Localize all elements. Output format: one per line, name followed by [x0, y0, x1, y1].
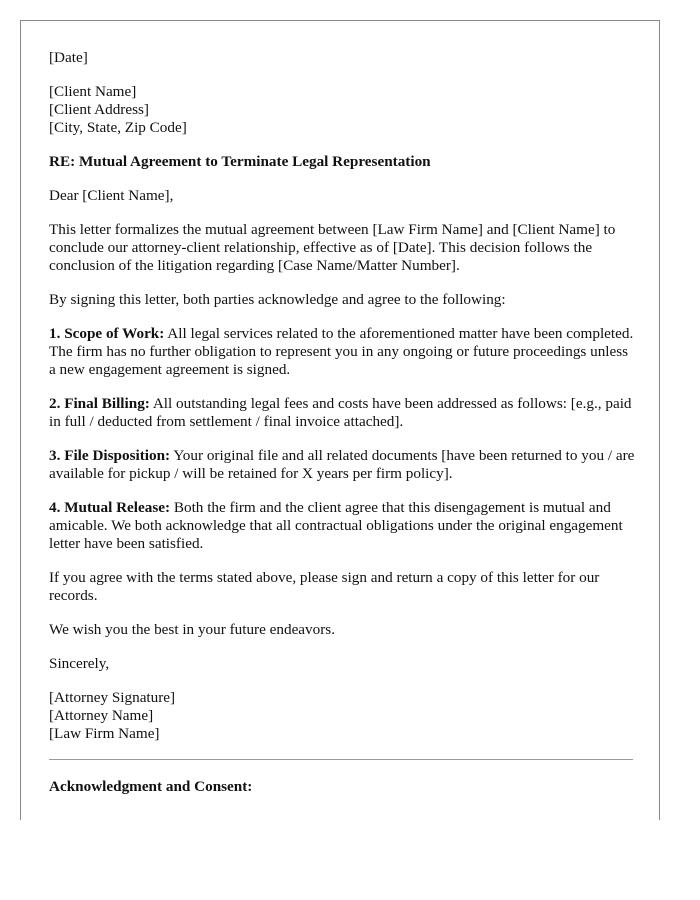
recipient-city-state-zip: [City, State, Zip Code] — [49, 119, 187, 136]
term-text: Your original file and all related documents [have been returned to you / are available for pickup / will be retained for X years per firm policy]. — [49, 447, 635, 482]
section-divider — [49, 759, 633, 760]
attorney-signature: [Attorney Signature] — [49, 689, 176, 706]
term-text: Both the firm and the client agree that this disengagement is mutual and amicable. We both acknowledge that all contractual obligations under the original engagement letter have been satisfied. — [49, 499, 623, 552]
term-mutual-release — [49, 499, 635, 553]
salutation: Dear [Client Name], — [49, 187, 174, 204]
letter-date: [Date] — [49, 49, 88, 66]
subject-line: RE: Mutual Agreement to Terminate Legal Representation — [49, 153, 431, 170]
term-label: 4. Mutual Release: — [49, 499, 171, 516]
term-scope-of-work — [49, 325, 635, 379]
letter-page — [20, 20, 660, 820]
acknowledgment-heading: Acknowledgment and Consent: — [49, 778, 253, 795]
term-final-billing — [49, 395, 635, 431]
recipient-name: [Client Name] — [49, 83, 137, 100]
recipient-address: [Client Address] — [49, 101, 149, 118]
intro-paragraph: This letter formalizes the mutual agreement between [Law Firm Name] and [Client Name] to conclude our attorney-client relationship, effective as of [Date]. This decision follows the conclusion of the litigation regarding [Case Name/Matter Number]. — [49, 221, 616, 274]
acknowledge-paragraph: By signing this letter, both parties acknowledge and agree to the following: — [49, 291, 506, 308]
term-label: 2. Final Billing: — [49, 395, 150, 412]
well-wishes: We wish you the best in your future endeavors. — [49, 621, 336, 638]
attorney-name: [Attorney Name] — [49, 707, 154, 724]
letter-body — [49, 49, 635, 796]
recipient-address-block — [49, 83, 635, 137]
signature-block — [49, 689, 635, 743]
sign-off: Sincerely, — [49, 655, 110, 672]
date-block — [49, 49, 635, 67]
term-label: 1. Scope of Work: — [49, 325, 165, 342]
term-file-disposition — [49, 447, 635, 483]
term-label: 3. File Disposition: — [49, 447, 171, 464]
law-firm-name: [Law Firm Name] — [49, 725, 160, 742]
closing-request: If you agree with the terms stated above, please sign and return a copy of this letter for our records. — [49, 569, 600, 604]
term-text: All outstanding legal fees and costs have been addressed as follows: [e.g., paid in full / deducted from settlement / final invoice attached]. — [49, 395, 632, 430]
term-text: All legal services related to the aforementioned matter have been completed. The firm has no further obligation to represent you in any ongoing or future proceedings unless a new engagement agreement is signed. — [49, 325, 634, 378]
